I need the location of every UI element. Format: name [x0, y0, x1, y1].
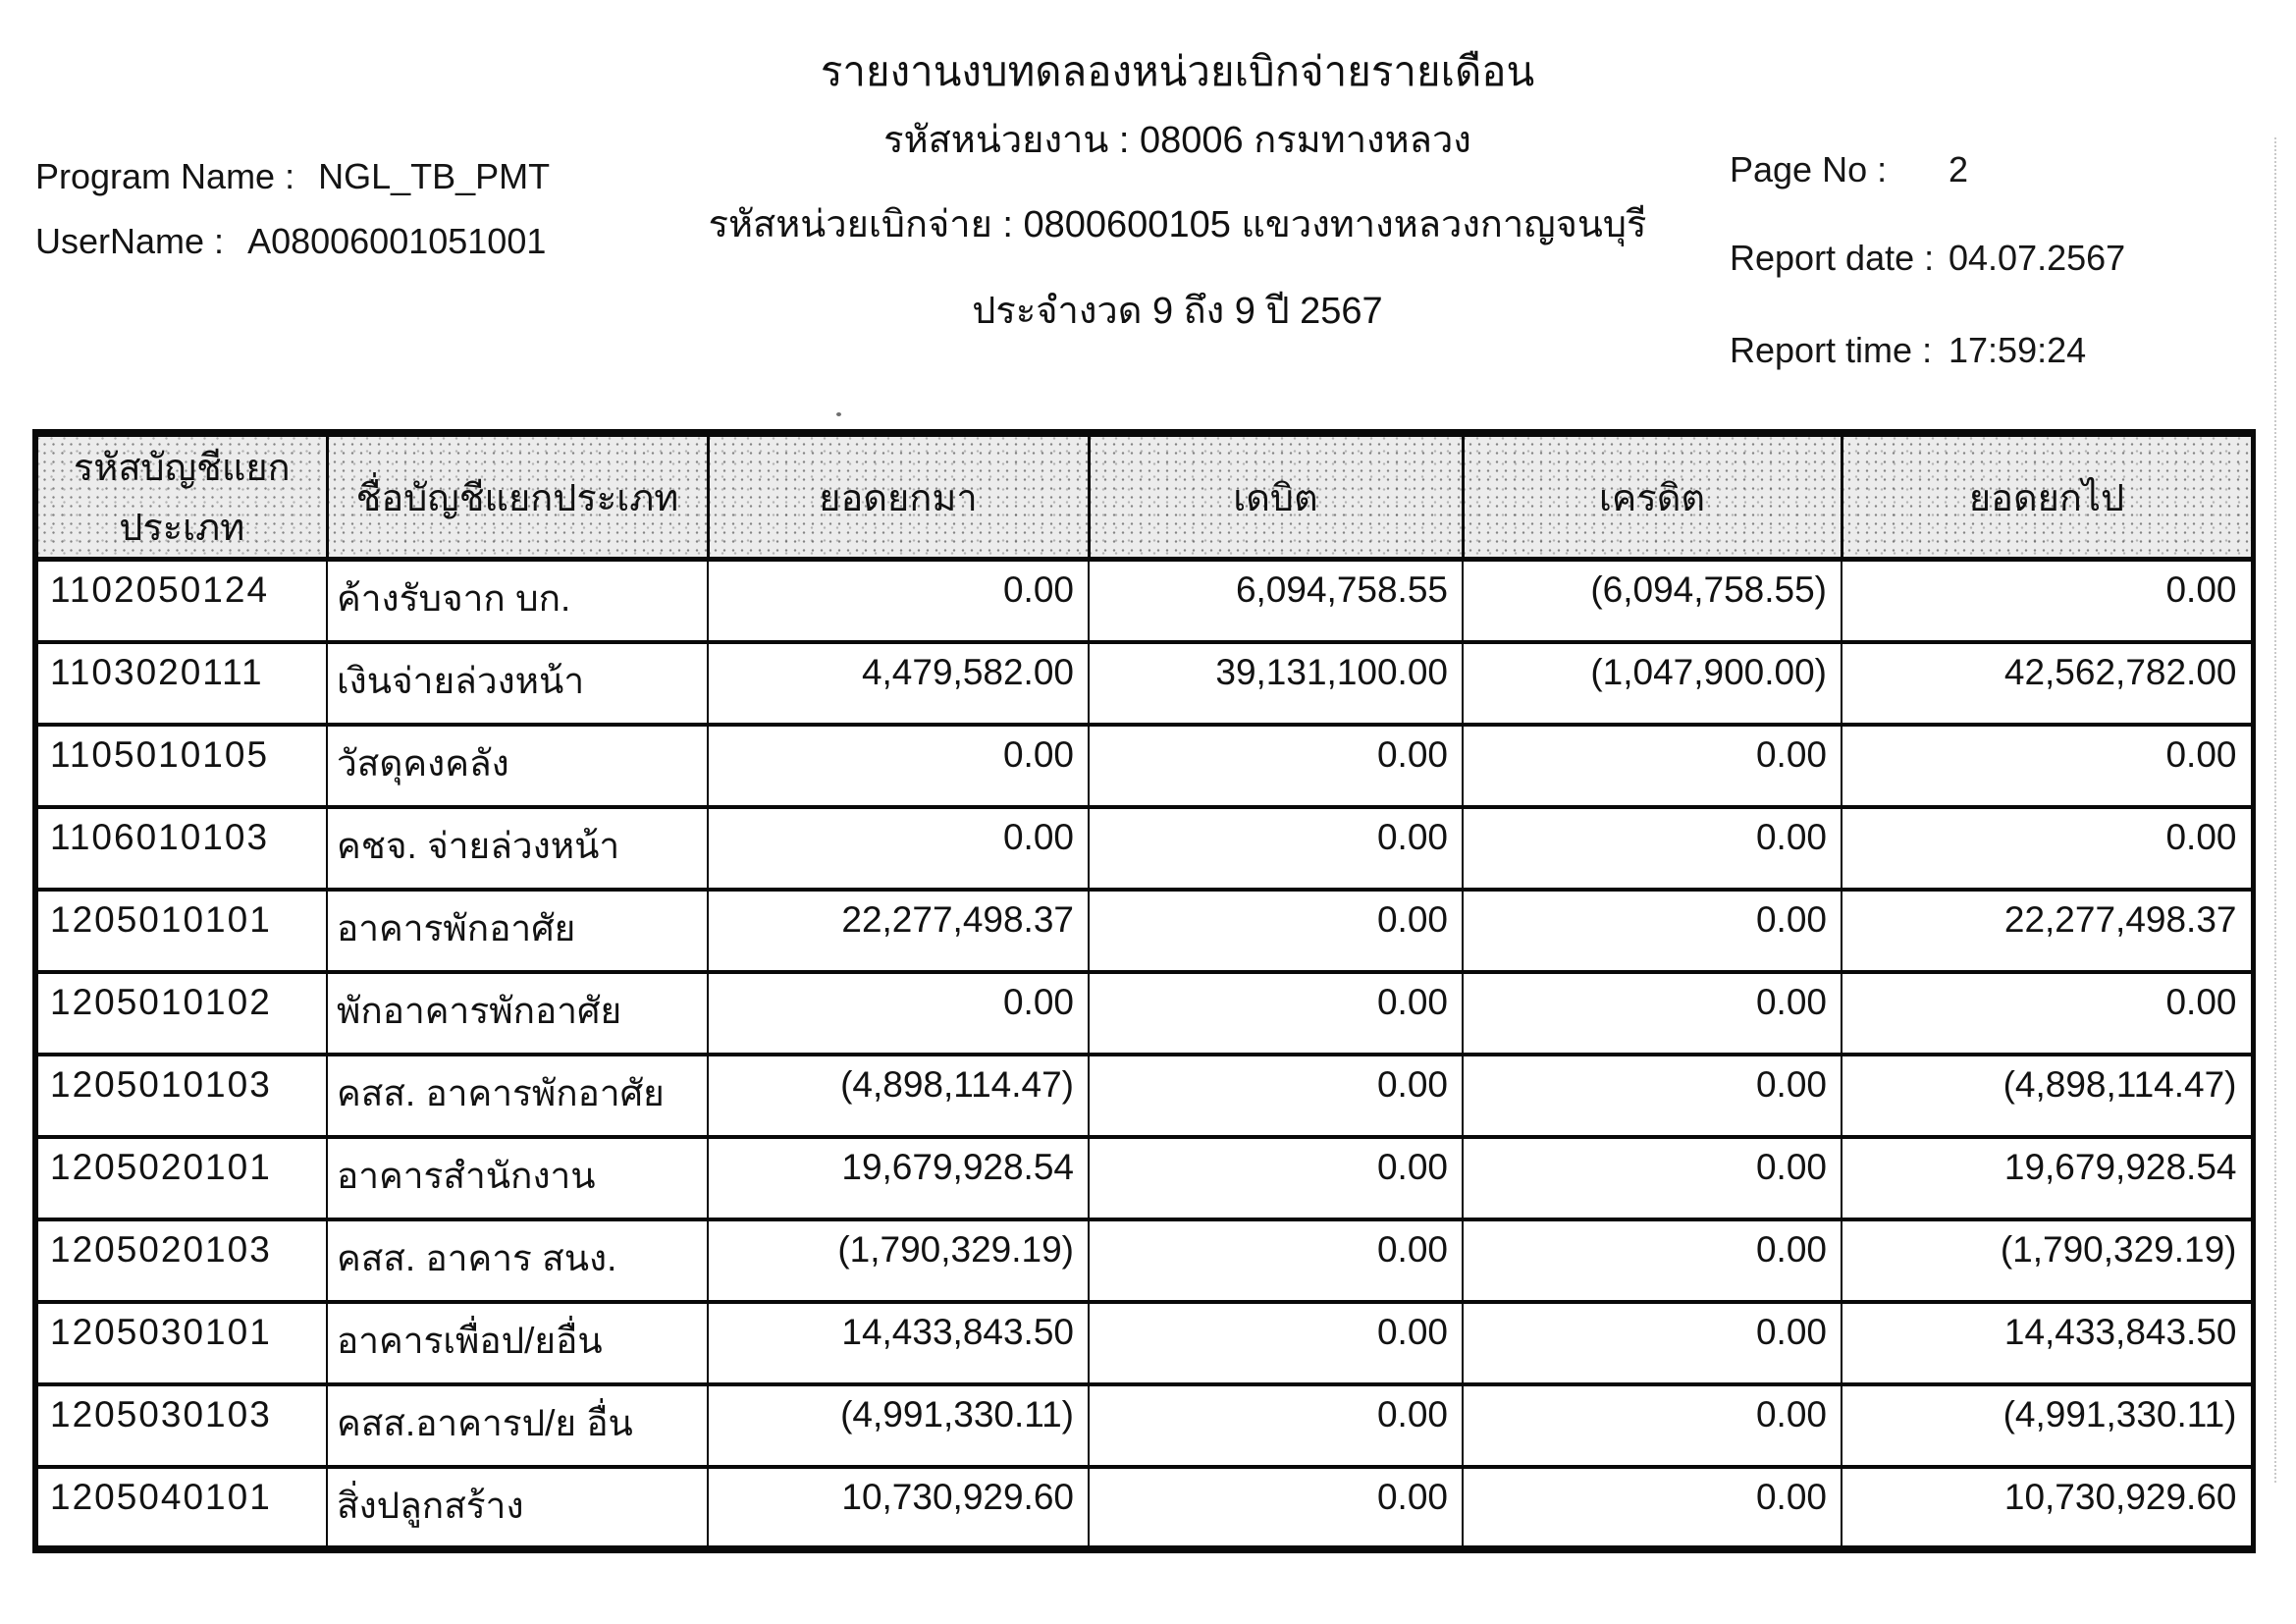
account-code-cell: 1205010103 [35, 1055, 327, 1137]
account-code-cell: 1205030103 [35, 1384, 327, 1467]
debit-cell: 0.00 [1089, 1219, 1463, 1302]
debit-cell: 39,131,100.00 [1089, 642, 1463, 725]
column-header: ยอดยกไป [1842, 433, 2253, 560]
agency-code-line: รหัสหน่วยงาน : 08006 กรมทางหลวง [883, 120, 1471, 161]
page-no-value: 2 [1949, 149, 1969, 189]
credit-cell: 0.00 [1463, 807, 1842, 890]
account-name-cell: คสส.อาคารป/ย อื่น [327, 1384, 708, 1467]
closing-balance-cell: 0.00 [1842, 807, 2253, 890]
table-header-row [35, 433, 2253, 560]
closing-balance-cell: 0.00 [1842, 560, 2253, 642]
account-code-cell: 1205010102 [35, 972, 327, 1055]
disbursement-unit-line: รหัสหน่วยเบิกจ่าย : 0800600105 แขวงทางหลวงกาญจนบุรี [708, 204, 1647, 245]
program-name-label: Program Name : [35, 156, 295, 196]
account-name-cell: วัสดุคงคลัง [327, 725, 708, 807]
credit-cell: 0.00 [1463, 1384, 1842, 1467]
account-code-cell: 1205030101 [35, 1302, 327, 1384]
account-name-cell: พักอาคารพักอาศัย [327, 972, 708, 1055]
table-body [35, 560, 2253, 1549]
credit-cell: 0.00 [1463, 725, 1842, 807]
debit-cell: 0.00 [1089, 1137, 1463, 1219]
closing-balance-cell: (1,790,329.19) [1842, 1219, 2253, 1302]
scan-artifact-dotted-line [2274, 137, 2276, 1483]
account-code-cell: 1205010101 [35, 890, 327, 972]
credit-cell: (1,047,900.00) [1463, 642, 1842, 725]
page-no-label: Page No : [1730, 149, 1888, 189]
debit-cell: 6,094,758.55 [1089, 560, 1463, 642]
opening-balance-cell: 10,730,929.60 [708, 1467, 1089, 1549]
account-name-cell: อาคารสำนักงาน [327, 1137, 708, 1219]
closing-balance-cell: (4,991,330.11) [1842, 1384, 2253, 1467]
account-name-cell: อาคารเพื่อป/ยอื่น [327, 1302, 708, 1384]
table-row [35, 1219, 2253, 1302]
trial-balance-table [32, 429, 2256, 1553]
opening-balance-cell: 19,679,928.54 [708, 1137, 1089, 1219]
opening-balance-cell: (1,790,329.19) [708, 1219, 1089, 1302]
opening-balance-cell: 14,433,843.50 [708, 1302, 1089, 1384]
report-date-label: Report date : [1730, 238, 1935, 278]
table-row [35, 1137, 2253, 1219]
program-name-line [35, 157, 550, 196]
account-name-cell: คสส. อาคารพักอาศัย [327, 1055, 708, 1137]
account-name-cell: สิ่งปลูกสร้าง [327, 1467, 708, 1549]
debit-cell: 0.00 [1089, 1302, 1463, 1384]
opening-balance-cell: (4,991,330.11) [708, 1384, 1089, 1467]
table-row [35, 890, 2253, 972]
credit-cell: 0.00 [1463, 972, 1842, 1055]
closing-balance-cell: 42,562,782.00 [1842, 642, 2253, 725]
debit-cell: 0.00 [1089, 1467, 1463, 1549]
debit-cell: 0.00 [1089, 1055, 1463, 1137]
opening-balance-cell: 0.00 [708, 972, 1089, 1055]
credit-cell: 0.00 [1463, 1302, 1842, 1384]
column-header: เครดิต [1463, 433, 1842, 560]
opening-balance-cell: 4,479,582.00 [708, 642, 1089, 725]
closing-balance-cell: 10,730,929.60 [1842, 1467, 2253, 1549]
account-code-cell: 1205040101 [35, 1467, 327, 1549]
credit-cell: 0.00 [1463, 1467, 1842, 1549]
table-row [35, 725, 2253, 807]
report-title: รายงานงบทดลองหน่วยเบิกจ่ายรายเดือน [820, 48, 1535, 94]
column-header: ชื่อบัญชีแยกประเภท [327, 433, 708, 560]
table-row [35, 560, 2253, 642]
opening-balance-cell: 0.00 [708, 560, 1089, 642]
debit-cell: 0.00 [1089, 807, 1463, 890]
credit-cell: 0.00 [1463, 1137, 1842, 1219]
credit-cell: 0.00 [1463, 1219, 1842, 1302]
column-header: เดบิต [1089, 433, 1463, 560]
program-name-value: NGL_TB_PMT [318, 156, 551, 196]
account-code-cell: 1102050124 [35, 560, 327, 642]
debit-cell: 0.00 [1089, 890, 1463, 972]
credit-cell: 0.00 [1463, 1055, 1842, 1137]
table-row [35, 807, 2253, 890]
closing-balance-cell: (4,898,114.47) [1842, 1055, 2253, 1137]
table-row [35, 1302, 2253, 1384]
account-name-cell: คชจ. จ่ายล่วงหน้า [327, 807, 708, 890]
table-row [35, 642, 2253, 725]
opening-balance-cell: 0.00 [708, 807, 1089, 890]
closing-balance-cell: 22,277,498.37 [1842, 890, 2253, 972]
account-code-cell: 1103020111 [35, 642, 327, 725]
opening-balance-cell: (4,898,114.47) [708, 1055, 1089, 1137]
account-name-cell: ค้างรับจาก บก. [327, 560, 708, 642]
report-date-value: 04.07.2567 [1949, 238, 2126, 278]
column-header: ยอดยกมา [708, 433, 1089, 560]
account-code-cell: 1105010105 [35, 725, 327, 807]
debit-cell: 0.00 [1089, 1384, 1463, 1467]
closing-balance-cell: 0.00 [1842, 972, 2253, 1055]
table-row [35, 1384, 2253, 1467]
opening-balance-cell: 22,277,498.37 [708, 890, 1089, 972]
closing-balance-cell: 0.00 [1842, 725, 2253, 807]
credit-cell: 0.00 [1463, 890, 1842, 972]
table-row [35, 972, 2253, 1055]
username-value: A08006001051001 [247, 221, 547, 261]
account-name-cell: อาคารพักอาศัย [327, 890, 708, 972]
username-label: UserName : [35, 221, 225, 261]
closing-balance-cell: 14,433,843.50 [1842, 1302, 2253, 1384]
table-row [35, 1055, 2253, 1137]
report-time-value: 17:59:24 [1949, 330, 2087, 370]
account-code-cell: 1106010103 [35, 807, 327, 890]
debit-cell: 0.00 [1089, 972, 1463, 1055]
opening-balance-cell: 0.00 [708, 725, 1089, 807]
account-code-cell: 1205020103 [35, 1219, 327, 1302]
account-code-cell: 1205020101 [35, 1137, 327, 1219]
account-name-cell: เงินจ่ายล่วงหน้า [327, 642, 708, 725]
debit-cell: 0.00 [1089, 725, 1463, 807]
period-line: ประจำงวด 9 ถึง 9 ปี 2567 [972, 291, 1383, 332]
report-time-label: Report time : [1730, 330, 1933, 370]
account-name-cell: คสส. อาคาร สนง. [327, 1219, 708, 1302]
column-header: รหัสบัญชีแยกประเภท [35, 433, 327, 560]
scan-artifact-dot [836, 412, 841, 416]
closing-balance-cell: 19,679,928.54 [1842, 1137, 2253, 1219]
credit-cell: (6,094,758.55) [1463, 560, 1842, 642]
table-row [35, 1467, 2253, 1549]
